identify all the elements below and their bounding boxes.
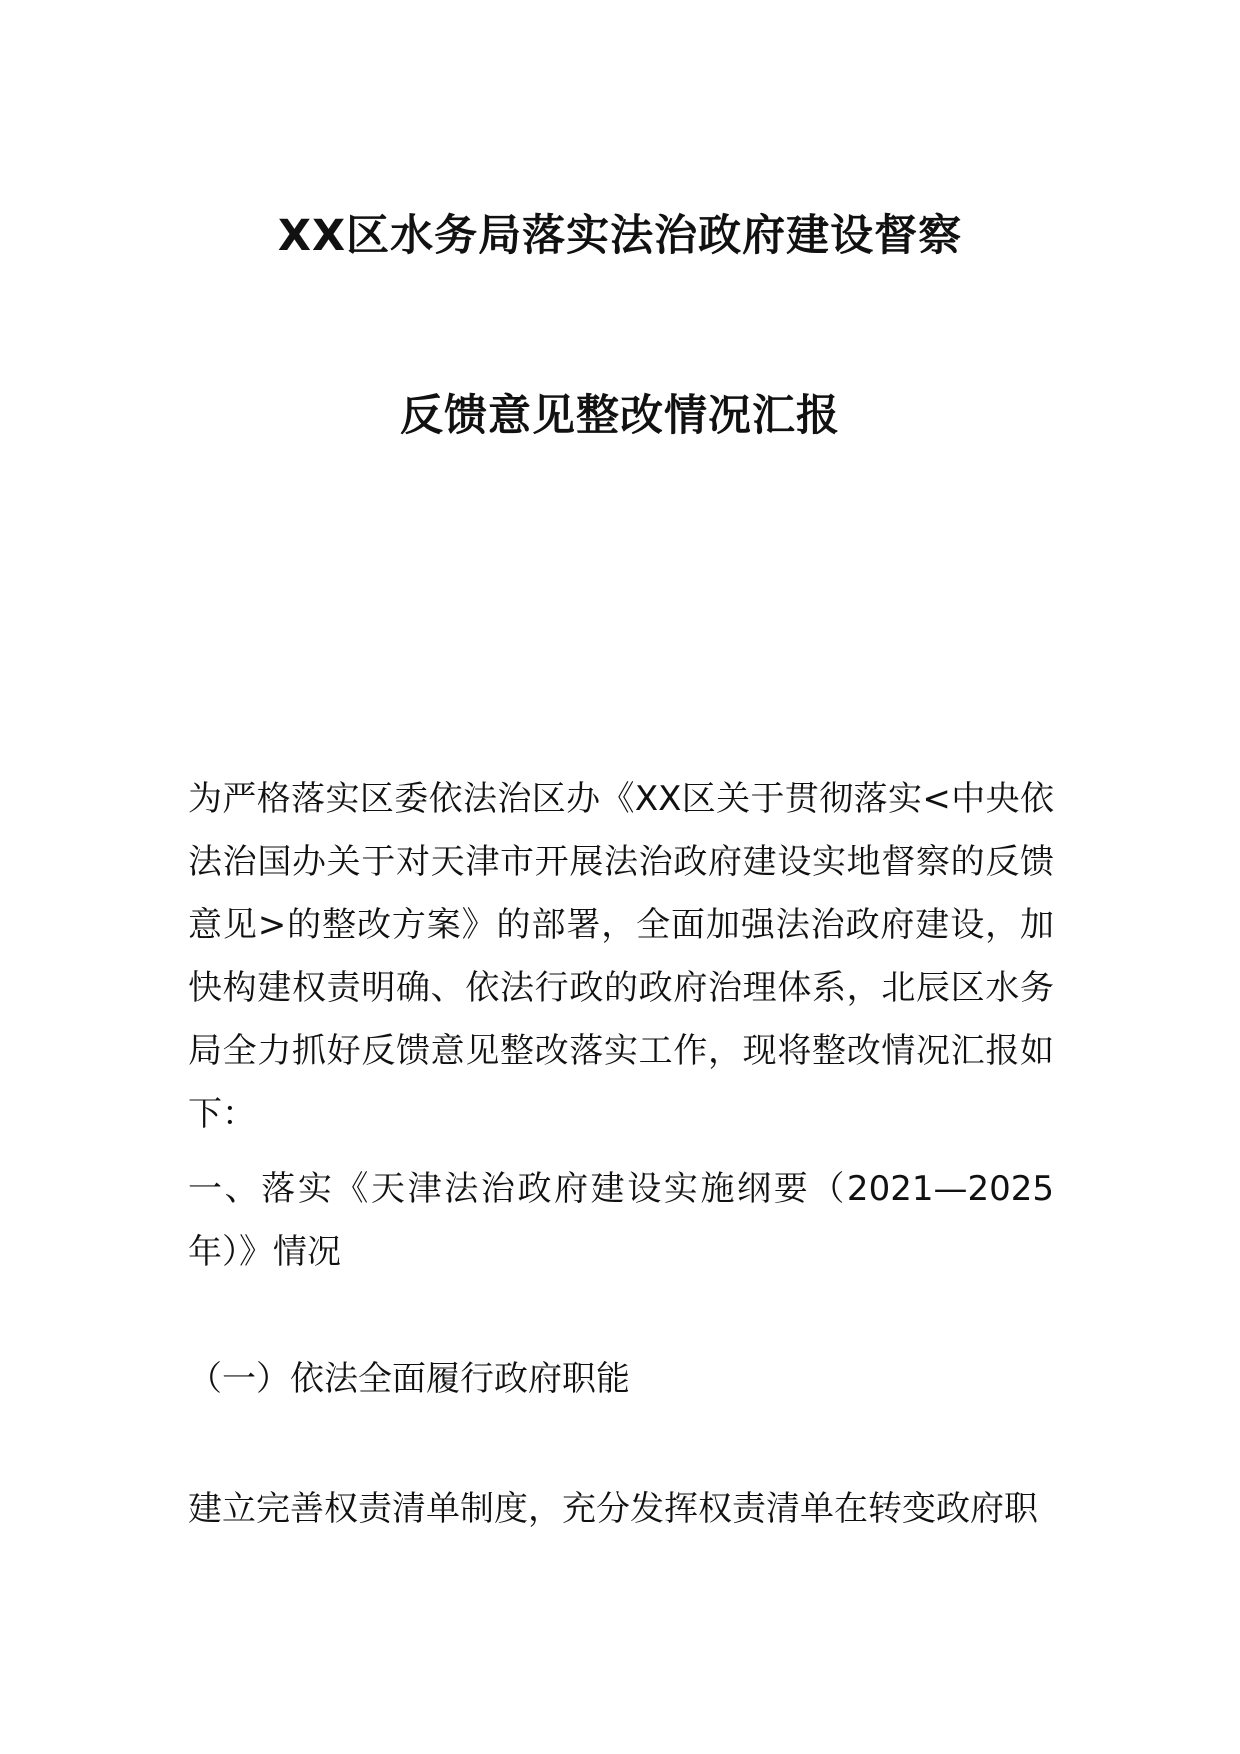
subsection-heading-1: （一）依法全面履行政府职能 (188, 1359, 630, 1399)
document-title-line-2: 反馈意见整改情况汇报 (400, 391, 840, 441)
body-paragraph: 建立完善权责清单制度，充分发挥权责清单在转变政府职 (188, 1489, 1038, 1529)
document-title-line-1: XX区水务局落实法治政府建设督察 (277, 211, 963, 261)
section-heading-1: 一、落实《天津法治政府建设实施纲要（2021—2025年）》情况 (188, 1169, 1054, 1272)
intro-paragraph: 为严格落实区委依法治区办《XX区关于贯彻落实<中央依法治国办关于对天津市开展法治政府建设实地督察的反馈意见>的整改方案》的部署，全面加强法治政府建设，加快构建权责明确、依法行政的政府治理体系，北辰区水务局全力抓好反馈意见整改落实工作，现将整改情况汇报如下： (188, 779, 1054, 1134)
